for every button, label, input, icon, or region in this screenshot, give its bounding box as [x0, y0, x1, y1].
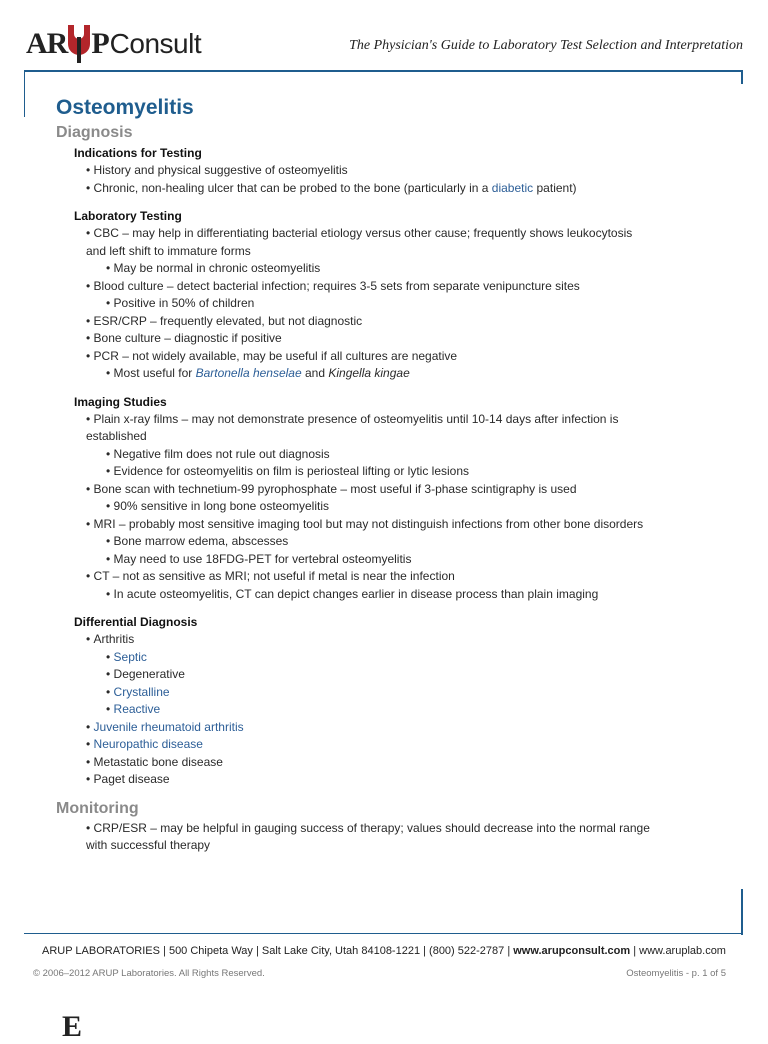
- monitoring-list: [56, 820, 736, 855]
- imaging-heading: Imaging Studies: [74, 394, 167, 409]
- header-left-tick: [24, 71, 25, 117]
- logo-u-mark-icon: [68, 25, 90, 63]
- list-item: [56, 684, 736, 702]
- list-item: • In acute osteomyelitis, CT can depict changes earlier in disease process than plain imaging: [56, 586, 736, 604]
- imaging-list: [56, 411, 736, 604]
- header-divider: [24, 70, 742, 72]
- bartonella-link[interactable]: Bartonella henselae: [195, 366, 302, 380]
- list-item: • May need to use 18FDG-PET for vertebral osteomyelitis: [56, 551, 736, 569]
- list-item: • Plain x-ray films – may not demonstrate presence of osteomyelitis until 10-14 days after infection is established: [56, 411, 736, 446]
- list-item: • Blood culture – detect bacterial infection; requires 3-5 sets from separate venipuncture sites: [56, 278, 736, 296]
- lab-testing-list: [56, 225, 736, 383]
- arup-consult-logo[interactable]: [26, 26, 201, 62]
- next-page-glyph: E: [62, 1010, 83, 1043]
- list-item: • CRP/ESR – may be helpful in gauging success of therapy; values should decrease into the normal range with successful therapy: [56, 820, 736, 855]
- list-item: [56, 649, 736, 667]
- septic-link[interactable]: Septic: [113, 649, 147, 664]
- list-item: • Bone marrow edema, abscesses: [56, 533, 736, 551]
- list-item: • CT – not as sensitive as MRI; not useful if metal is near the infection: [56, 568, 736, 586]
- diagnosis-heading: Diagnosis: [56, 124, 133, 141]
- lab-testing-heading: Laboratory Testing: [74, 209, 182, 223]
- neuropathic-link[interactable]: Neuropathic disease: [93, 737, 203, 751]
- list-item: • CBC – may help in differentiating bacterial etiology versus other cause; frequently shows leukocytosis and left shift to immature forms: [56, 225, 736, 260]
- monitoring-heading: Monitoring: [56, 799, 139, 817]
- arupconsult-link[interactable]: www.arupconsult.com: [513, 945, 631, 957]
- list-item: • Chronic, non-healing ulcer that can be probed to the bone (particularly in a diabetic patient): [56, 180, 736, 198]
- list-item: • May be normal in chronic osteomyelitis: [56, 260, 736, 278]
- reactive-link[interactable]: Reactive: [113, 702, 161, 716]
- footer-divider: [24, 933, 742, 934]
- header-tagline: The Physician's Guide to Laboratory Test Selection and Interpretation: [349, 38, 743, 53]
- indications-list: [56, 162, 736, 197]
- list-item: • Bone culture – diagnostic if positive: [56, 330, 736, 348]
- list-item: [56, 701, 736, 719]
- indications-heading: Indications for Testing: [74, 146, 202, 160]
- list-item: • Paget disease: [56, 771, 736, 789]
- list-item: • Bone scan with technetium-99 pyrophosphate – most useful if 3-phase scintigraphy is used: [56, 481, 736, 499]
- logo-consult-text: Consult: [109, 28, 202, 59]
- list-item: • Evidence for osteomyelitis on film is periosteal lifting or lytic lesions: [56, 463, 736, 481]
- list-item: [56, 736, 736, 754]
- list-item: • Metastatic bone disease: [56, 754, 736, 772]
- list-item: • MRI – probably most sensitive imaging tool but may not distinguish infections from other bone disorders: [56, 516, 736, 534]
- diabetic-link[interactable]: diabetic: [491, 180, 534, 195]
- list-item: • Positive in 50% of children: [56, 295, 736, 313]
- copyright-text: © 2006–2012 ARUP Laboratories. All Rights Reserved.: [33, 968, 265, 979]
- footer-right-tick: [741, 889, 743, 935]
- differential-list: [56, 631, 736, 789]
- crystalline-link[interactable]: Crystalline: [113, 684, 170, 699]
- list-item: • Negative film does not rule out diagnosis: [56, 446, 736, 464]
- page-number: Osteomyelitis - p. 1 of 5: [626, 968, 726, 979]
- list-item: • PCR – not widely available, may be useful if all cultures are negative: [56, 348, 736, 366]
- list-item: • Degenerative: [56, 666, 736, 684]
- differential-heading: Differential Diagnosis: [74, 615, 198, 629]
- document-body: [56, 94, 736, 855]
- logo-ar-text: AR: [26, 27, 68, 60]
- logo-p-text: P: [91, 27, 110, 60]
- list-item: • ESR/CRP – frequently elevated, but not diagnostic: [56, 313, 736, 331]
- page-title: Osteomyelitis: [56, 96, 194, 119]
- list-item: • Most useful for Bartonella henselae and Kingella kingae: [56, 365, 736, 383]
- list-item: • History and physical suggestive of osteomyelitis: [56, 162, 736, 180]
- header-right-tick: [741, 70, 743, 84]
- list-item: • Arthritis: [56, 631, 736, 649]
- jra-link[interactable]: Juvenile rheumatoid arthritis: [93, 719, 244, 734]
- list-item: • 90% sensitive in long bone osteomyelitis: [56, 498, 736, 516]
- list-item: [56, 719, 736, 737]
- footer-address: ARUP LABORATORIES | 500 Chipeta Way | Salt Lake City, Utah 84108-1221 | (800) 522-2787 | www.arupconsult.com | www.aruplab.com: [42, 945, 726, 957]
